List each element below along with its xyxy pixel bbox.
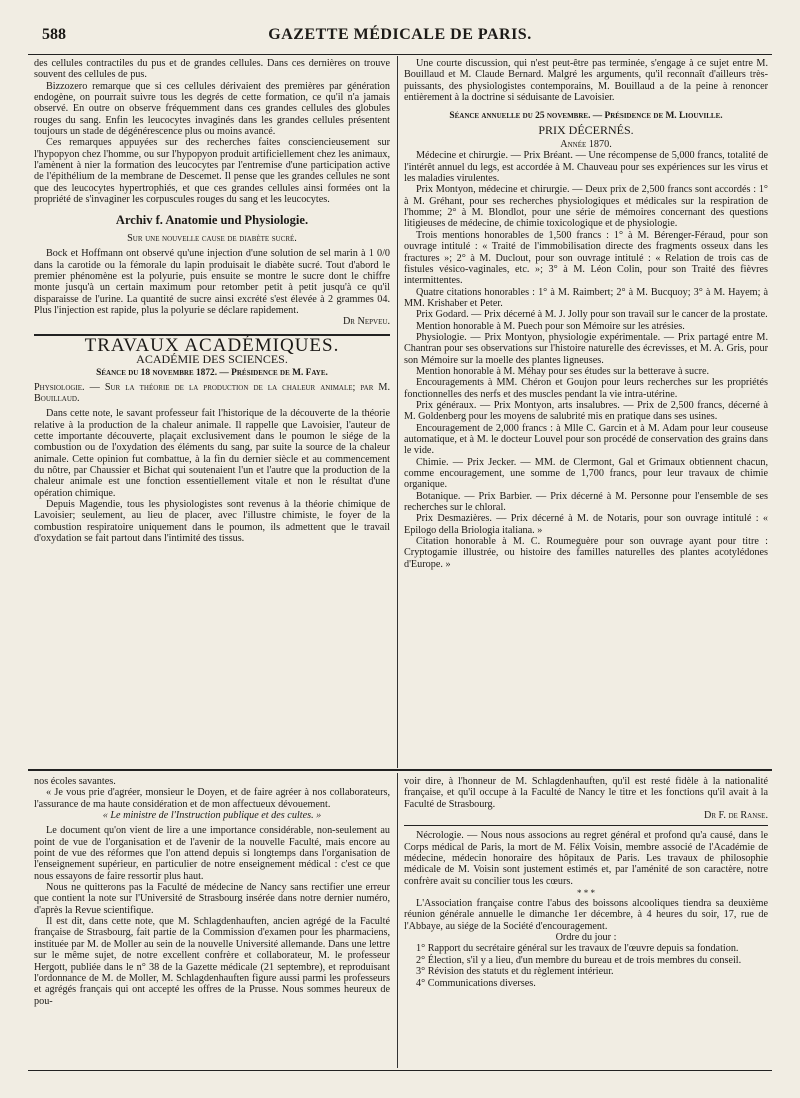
paragraph: Une courte discussion, qui n'est peut-être pas terminée, s'engage à ce sujet entre M. Bouillaud et M. Claude Bernard. Malgré les arguments, qu'il reconnaît d'ailleurs très-puissants, des physiologistes contemporains, M. Bouillaud a de la peine à renoncer entièrement à la doctrine si séduisante de Lavoisier.	[404, 58, 768, 104]
paragraph: Chimie. — Prix Jecker. — MM. de Clermont, Gal et Grimaux obtiennent chacun, comme encouragement, une somme de 1,700 francs, pour leur travaux de chimie organique.	[404, 456, 768, 491]
section-divider	[28, 769, 772, 771]
academy-heading: ACADÉMIE DES SCIENCES.	[136, 351, 288, 366]
asterism: * * *	[577, 888, 595, 899]
paragraph: Mention honorable à M. Méhay pour ses études sur la betterave à sucre.	[416, 365, 710, 377]
paragraph: Bock et Hoffmann ont observé qu'une injection d'une solution de sel marin à 1 0/0 dans la carotide ou la fémorale du lapin produisait le diabète sucré. Tout d'abord le premier phénomène est la polyurie, puis ensuite se montre le sucre dont le chiffre monte jusqu'à un certain maximum pour retomber petit à petit jusqu'à ce qu'il disparaisse de l'urine. La quantité de sucre ainsi excrété s'est élevée à 2 grammes 04. Plus l'injection est rapide, plus la polyurie se déclare rapidement.	[34, 248, 390, 316]
paragraph: Physiologie. — Prix Montyon, physiologie expérimentale. — Prix partagé entre M. Chantran pour ses observations sur l'histoire naturelle des écrevisses, et M. A. Gris, pour son Mémoire sur la moelle des plantes ligneuses.	[404, 331, 768, 366]
paragraph: Il est dit, dans cette note, que M. Schlagdenhauften, ancien agrégé de la Faculté française de Strasbourg, fait partie de la Commission d'examen pour les pharmaciens, instituée par M. de Moller au sein de la nouvelle Université allemande. Dans une lettre sur le même sujet, de notre excellent confrère et collaborateur, M. le professeur Hergott, publiée dans le n° 38 de la Gazette médicale (21 septembre), et reproduisant l'ordonnance de M. de Moller, M. Schlagdenhauften figure aussi parmi les professeurs et agrégés français qui ont accepté les offres de la Prusse. Nous sommes heureux de pou-	[34, 916, 390, 1007]
year-heading: Année 1870.	[560, 139, 612, 151]
agenda-item: 1° Rapport du secrétaire général sur les travaux de l'œuvre depuis sa fondation.	[416, 943, 739, 955]
paragraph: Citation honorable à M. C. Roumeguère pour son ouvrage ayant pour titre : Cryptogamie illustrée, ou histoire des familles naturelles des plantes acotylédones d'Europe. »	[404, 536, 768, 570]
item-rule	[404, 825, 768, 826]
paragraph: Mention honorable à M. Puech pour son Mémoire sur les atrésies.	[416, 320, 685, 332]
paragraph: Depuis Magendie, tous les physiologistes sont revenus à la théorie chimique de Lavoisier; seulement, au lieu de placer, avec l'illustre chimiste, le foyer de la combustion respiratoire uniquement dans le poumon, ils admettent que le travail d'oxydation se fait partout dans l'intimité des tissus.	[34, 499, 390, 545]
paragraph: Botanique. — Prix Barbier. — Prix décerné à M. Personne pour l'ensemble de ses recherches sur le chloral.	[404, 490, 768, 514]
left-column-top	[34, 58, 390, 766]
article-subtitle: Sur une nouvelle cause de diabète sucré.	[127, 232, 297, 244]
paragraph: Dans cette note, le savant professeur fait l'historique de la découverte de la théorie relative à la production de la chaleur animale. Il rappelle que Lavoisier, l'auteur de cette importante découverte, plaçait exclusivement dans le poumon le siége de la combustion ou de l'oxydation des éléments du sang, par suite la source de la chaleur animale. Cette opinion fut combattue, à la fin du dernier siècle et au commencement du nôtre, par Chaussier et Bichat qui soutenaient l'un et l'autre que la production de la chaleur animale est une fonction essentiellement vitale et non le résultat d'une opération chimique.	[34, 408, 390, 499]
paragraph: Encouragements à MM. Chéron et Goujon pour leurs recherches sur les propriétés fonctionnelles des nerfs et des muscles pendant la vie intra-utérine.	[404, 377, 768, 400]
paragraph: des cellules contractiles du pus et de grandes cellules. Dans ces dernières on trouve souvent des cellules de pus.	[34, 58, 390, 81]
agenda-item: 2° Élection, s'il y a lieu, d'un membre du bureau et de trois membres du conseil.	[416, 954, 742, 966]
session-heading: Séance annuelle du 25 novembre. — Présidence de M. Liouville.	[449, 111, 723, 122]
column-divider-top	[397, 56, 398, 768]
paragraph: Prix Godard. — Prix décerné à M. J. Jolly pour son travail sur le cancer de la prostate.	[416, 309, 768, 321]
paragraph: Bizzozero remarque que si ces cellules dérivaient des premières par génération endogène, on pourrait suivre tous les degrés de cette formation, ce qu'il n'a jamais observé. En outre on observe fréquemment dans ces grandes cellules des globules rouges du sang. Enfin les leucocytes invaginés dans les grandes cellules présentent toujours un stade de dégénérescence plus ou moins avancé.	[34, 80, 390, 138]
paragraph: L'Association française contre l'abus des boissons alcooliques tiendra sa deuxième réunion générale annuelle le dimanche 1er décembre, à 4 heures du soir, 17, rue de l'Abbaye, au siége de la Société d'encouragement.	[404, 898, 768, 932]
session-heading: Séance du 18 novembre 1872. — Présidence de M. Faye.	[96, 368, 328, 379]
header-rule	[28, 54, 772, 55]
article-heading: Physiologie. — Sur la théorie de la production de la chaleur animale; par M. Bouillaud.	[34, 381, 390, 404]
paragraph: Nous ne quitterons pas la Faculté de médecine de Nancy sans rectifier une erreur que contient la note sur l'Université de Strasbourg insérée dans notre dernier numéro, d'après la Revue scientifique.	[34, 882, 390, 916]
paragraph: « Je vous prie d'agréer, monsieur le Doyen, et de faire agréer à nos collaborateurs, l'assurance de ma haute considération et de mon affectueux dévouement.	[34, 787, 390, 810]
author-signature: Dr F. de Ranse.	[703, 810, 768, 822]
paragraph: Le document qu'on vient de lire a une importance considérable, non-seulement au point de vue de l'organisation et de l'avenir de la nouvelle Faculté, mais encore au point de vue des réformes que l'on attend depuis si longtemps dans l'organisation de l'enseignement supérieur, en particulier de notre enseignement médical : c'est ce que nous essayons de faire ressortir plus haut.	[34, 825, 390, 882]
paragraph: Prix Montyon, médecine et chirurgie. — Deux prix de 2,500 francs sont accordés : 1° à M. Gréhant, pour ses recherches physiologiques et médicales sur la respiration de l'homme; 2° à M. Blondlot, pour une série de mémoires concernant des questions litigieuses de médecine, de chimie toxicologique et de physiologie.	[404, 184, 768, 230]
paragraph: nos écoles savantes.	[34, 776, 116, 787]
journal-heading: Archiv f. Anatomie und Physiologie.	[115, 213, 309, 228]
running-title: GAZETTE MÉDICALE DE PARIS.	[268, 26, 532, 43]
paragraph: Encouragement de 2,000 francs : à Mlle C. Garcin et à M. Adam pour leur couseuse automatique, et à M. le docteur Louvel pour son procédé de conservation des grains dans le vide.	[404, 422, 768, 457]
minister-signature: « Le ministre de l'Instruction publique et des cultes. »	[102, 810, 322, 822]
page-header	[28, 22, 772, 50]
paragraph: Quatre citations honorables : 1° à M. Raimbert; 2° à M. Bucquoy; 3° à M. Hayem; à MM. Krishaber et Peter.	[404, 286, 768, 309]
section-title: TRAVAUX ACADÉMIQUES.	[84, 334, 340, 356]
paragraph: Prix Desmazières. — Prix décerné à M. de Notaris, pour son ouvrage intitulé : « Epilogo della Briologia italiana. »	[404, 513, 768, 536]
column-divider-bottom	[397, 773, 398, 1068]
paragraph: voir dire, à l'honneur de M. Schlagdenhauften, qu'il est resté fidèle à la nationalité française, et qu'il occupe à la Faculté de Nancy le titre et les fonctions qu'il avait à la Faculté de Strasbourg.	[404, 776, 768, 810]
page-number: 588	[42, 26, 66, 43]
paragraph: Nécrologie. — Nous nous associons au regret général et profond qu'a causé, dans le Corps médical de Paris, la mort de M. Félix Voisin, membre associé de l'Académie de médecine, médecin honoraire des hôpitaux de Paris. Les travaux de philosophie médicale de M. Voisin sont justement estimés et, par l'aménité de son caractère, notre confrère avait su concilier tous les cœurs.	[404, 830, 768, 887]
paragraph: Prix généraux. — Prix Montyon, arts insalubres. — Prix de 2,500 francs, décerné à M. Goldenberg pour les moyens de salubrité mis en pratique dans ses usines.	[404, 399, 768, 423]
left-column-bottom	[34, 776, 390, 1066]
author-signature: Dr Nepveu.	[342, 316, 390, 328]
prizes-heading: PRIX DÉCERNÉS.	[538, 122, 634, 137]
paragraph: Médecine et chirurgie. — Prix Bréant. — Une récompense de 5,000 francs, totalité de l'intérêt annuel du legs, est accordée à M. Chauveau pour ses expériences sur les virus et les maladies virulentes.	[404, 150, 768, 185]
paragraph: Trois mentions honorables de 1,500 francs : 1° à M. Bérenger-Féraud, pour son ouvrage intitulé : « Traité de l'immobilisation directe des fragments osseux dans les fractures »; 2° à M. Duclout, pour son ouvrage intitulé : « Relation de trois cas de fistules vésico-vaginales, etc. »; 3° à M. Léon Colin, pour son Traité des fièvres intermittentes.	[404, 229, 768, 287]
paragraph: Ces remarques appuyées sur des recherches faites consciencieusement sur l'hypopyon chez l'homme, ou sur l'hypopyon produit artificiellement chez les animaux, l'amènent à nier la formation des leucocytes par l'entremise d'une participation active de l'épithélium de la membrane de Descemet. Il pense que les grandes cellules ne sont que des leucocytes hypertrophiés, et que ces grandes cellules ainsi formées ont la propriété de s'invaginer les corpuscules rouges du sang et les leucocytes.	[34, 137, 390, 206]
agenda-item: 4° Communications diverses.	[416, 977, 536, 989]
right-column-top	[404, 58, 768, 766]
agenda-item: 3° Révision des statuts et du règlement intérieur.	[416, 966, 614, 978]
footer-rule	[28, 1070, 772, 1071]
agenda-heading: Ordre du jour :	[555, 932, 617, 944]
right-column-bottom	[404, 776, 768, 1066]
section-rule	[34, 334, 390, 336]
